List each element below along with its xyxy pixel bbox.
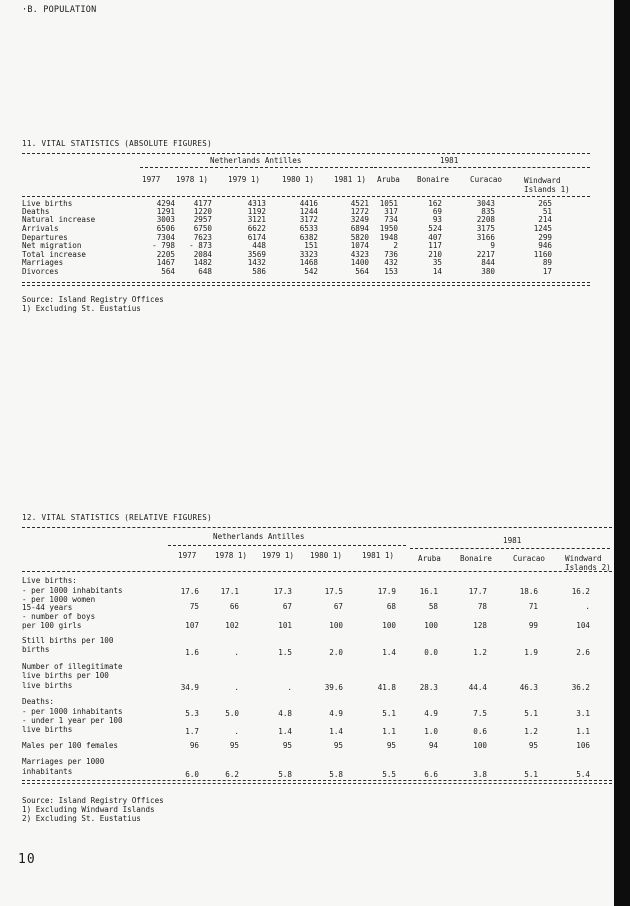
- t2-cell: 96: [189, 741, 199, 750]
- t2-row-label: live births: [22, 725, 73, 734]
- t1-col-header: 1980 1): [282, 175, 315, 184]
- t2-cell: 71: [528, 602, 538, 611]
- t1-rule-group-1981: [374, 167, 590, 168]
- t1-cell: 1220: [193, 207, 212, 216]
- t2-cell: 101: [278, 621, 292, 630]
- t2-cell: 68: [386, 602, 396, 611]
- t2-cell: 58: [428, 602, 438, 611]
- t1-footnote: 1) Excluding St. Eustatius: [22, 304, 141, 313]
- t1-col-header: Windward: [524, 176, 561, 185]
- t1-cell: 1291: [156, 207, 175, 216]
- t1-cell: 7304: [156, 233, 175, 242]
- t1-cell: 1468: [299, 258, 318, 267]
- t2-cell: 1.5: [278, 648, 292, 657]
- t1-col-header: 1979 1): [228, 175, 261, 184]
- t1-cell: 734: [384, 215, 398, 224]
- t2-group-na: Netherlands Antilles: [213, 532, 305, 541]
- t1-cell: 1948: [379, 233, 398, 242]
- t2-col-header: Curacao: [513, 554, 546, 563]
- t1-cell: 1074: [350, 241, 369, 250]
- table-11-title: 11. VITAL STATISTICS (ABSOLUTE FIGURES): [22, 139, 213, 148]
- t2-cell: 95: [282, 741, 292, 750]
- t2-cell: 1.7: [185, 727, 199, 736]
- t2-rule-group-1981: [410, 548, 610, 549]
- t1-cell: 448: [252, 241, 266, 250]
- t1-cell: 2205: [156, 250, 175, 259]
- t1-cell: 3003: [156, 215, 175, 224]
- t2-cell: 1.4: [278, 727, 292, 736]
- t1-cell: 1467: [156, 258, 175, 267]
- t1-cell: 1272: [350, 207, 369, 216]
- t2-col-header: 1981 1): [362, 551, 395, 560]
- t1-cell: - 798: [152, 241, 175, 250]
- t2-cell: .: [234, 683, 239, 692]
- t2-rule-head: [22, 571, 612, 572]
- t2-cell: 5.4: [576, 770, 590, 779]
- t1-cell: 117: [428, 241, 442, 250]
- t1-cell: 2957: [193, 215, 212, 224]
- t1-cell: 4323: [350, 250, 369, 259]
- t1-cell: 9: [490, 241, 495, 250]
- t1-cell: 1244: [299, 207, 318, 216]
- t1-cell: 736: [384, 250, 398, 259]
- t1-cell: 1950: [379, 224, 398, 233]
- t1-cell: 648: [198, 267, 212, 276]
- t2-cell: 18.6: [519, 587, 538, 596]
- t2-cell: 1.2: [524, 727, 538, 736]
- t1-row-label: Total increase: [22, 250, 87, 259]
- t1-cell: 4177: [193, 199, 212, 208]
- t2-footnote-2: 2) Excluding St. Eustatius: [22, 814, 141, 823]
- t1-cell: 844: [481, 258, 495, 267]
- t2-cell: 1.4: [329, 727, 343, 736]
- t2-row-label: - per 1000 inhabitants: [22, 586, 123, 595]
- t1-cell: 946: [538, 241, 552, 250]
- t1-group-1981: 1981: [440, 156, 459, 165]
- t2-cell: 16.2: [571, 587, 590, 596]
- t1-cell: 524: [428, 224, 442, 233]
- t2-cell: 67: [282, 602, 292, 611]
- t1-cell: 93: [432, 215, 442, 224]
- t2-col-header: Bonaire: [460, 554, 493, 563]
- t1-row-label: Arrivals: [22, 224, 59, 233]
- t2-row-label: 15-44 years: [22, 603, 73, 612]
- t1-cell: 6174: [247, 233, 266, 242]
- t1-cell: 380: [481, 267, 495, 276]
- t2-row-label: - per 1000 inhabitants: [22, 707, 123, 716]
- t2-cell: 39.6: [324, 683, 343, 692]
- t2-cell: 36.2: [571, 683, 590, 692]
- t2-cell: 94: [428, 741, 438, 750]
- t2-cell: 5.0: [225, 709, 239, 718]
- t2-cell: 46.3: [519, 683, 538, 692]
- t1-row-label: Natural increase: [22, 215, 96, 224]
- table-12-title: 12. VITAL STATISTICS (RELATIVE FIGURES): [22, 513, 213, 522]
- t2-cell: 95: [528, 741, 538, 750]
- t1-cell: 51: [542, 207, 552, 216]
- t2-cell: .: [287, 683, 292, 692]
- t1-row-label: Departures: [22, 233, 68, 242]
- t1-row-label: Deaths: [22, 207, 50, 216]
- section-header: ·B. POPULATION: [22, 5, 97, 15]
- t2-col-header: 1978 1): [215, 551, 248, 560]
- t2-source: Source: Island Registry Offices: [22, 796, 164, 805]
- t1-cell: 3569: [247, 250, 266, 259]
- t1-cell: 6894: [350, 224, 369, 233]
- t1-cell: 4313: [247, 199, 266, 208]
- t2-cell: 95: [386, 741, 396, 750]
- t2-row-label: live births per 100: [22, 671, 109, 680]
- t2-cell: 17.5: [324, 587, 343, 596]
- t1-cell: 3249: [350, 215, 369, 224]
- t2-cell: 5.8: [329, 770, 343, 779]
- t1-cell: 1432: [247, 258, 266, 267]
- t1-cell: 3043: [476, 199, 495, 208]
- t1-col-header: Curacao: [470, 175, 503, 184]
- t2-cell: 100: [329, 621, 343, 630]
- t2-cell: 6.6: [424, 770, 438, 779]
- t1-row-label: Net migration: [22, 241, 82, 250]
- t2-cell: 95: [229, 741, 239, 750]
- t1-cell: - 873: [189, 241, 212, 250]
- t1-cell: 2084: [193, 250, 212, 259]
- table-11-rule-top: [22, 153, 590, 154]
- t2-rule-group-na: [168, 545, 406, 546]
- t1-cell: 1482: [193, 258, 212, 267]
- t1-cell: 564: [161, 267, 175, 276]
- t2-col-header: Islands 2): [565, 563, 611, 572]
- t2-cell: 1.1: [576, 727, 590, 736]
- t2-cell: .: [234, 648, 239, 657]
- t1-cell: 317: [384, 207, 398, 216]
- t2-rule-bottom: [22, 780, 612, 784]
- t2-cell: 4.8: [278, 709, 292, 718]
- t1-cell: 214: [538, 215, 552, 224]
- t2-cell: 5.8: [278, 770, 292, 779]
- t2-row-label: Males per 100 females: [22, 741, 119, 750]
- t2-cell: 5.1: [382, 709, 396, 718]
- t1-cell: 542: [304, 267, 318, 276]
- t2-col-header: 1979 1): [262, 551, 295, 560]
- t2-cell: 128: [473, 621, 487, 630]
- t2-cell: 28.3: [419, 683, 438, 692]
- t2-row-label: per 100 girls: [22, 621, 82, 630]
- t1-cell: 35: [432, 258, 442, 267]
- t1-cell: 1160: [533, 250, 552, 259]
- t2-col-header: Windward: [565, 554, 602, 563]
- t2-cell: 4.9: [329, 709, 343, 718]
- t1-col-header: 1977: [142, 175, 161, 184]
- t2-cell: 17.7: [468, 587, 487, 596]
- t1-cell: 151: [304, 241, 318, 250]
- t1-cell: 2: [393, 241, 398, 250]
- t1-row-label: Marriages: [22, 258, 64, 267]
- t2-row-label: Live births:: [22, 576, 77, 585]
- t1-cell: 586: [252, 267, 266, 276]
- t1-col-header: 1981 1): [334, 175, 367, 184]
- t2-cell: 17.3: [273, 587, 292, 596]
- t2-cell: 17.9: [377, 587, 396, 596]
- t1-cell: 3121: [247, 215, 266, 224]
- t1-cell: 3172: [299, 215, 318, 224]
- t2-cell: 106: [576, 741, 590, 750]
- t1-col-header: 1978 1): [176, 175, 209, 184]
- t1-cell: 6382: [299, 233, 318, 242]
- t2-cell: 1.9: [524, 648, 538, 657]
- t1-cell: 407: [428, 233, 442, 242]
- t2-cell: 2.6: [576, 648, 590, 657]
- t2-cell: 5.1: [524, 770, 538, 779]
- t1-cell: 162: [428, 199, 442, 208]
- t2-cell: 6.2: [225, 770, 239, 779]
- t2-row-label: - per 1000 women: [22, 595, 96, 604]
- t1-cell: 1192: [247, 207, 266, 216]
- t2-cell: 95: [333, 741, 343, 750]
- t2-cell: 34.9: [180, 683, 199, 692]
- t1-cell: 1245: [533, 224, 552, 233]
- t2-cell: 44.4: [468, 683, 487, 692]
- t2-cell: 2.0: [329, 648, 343, 657]
- t1-cell: 299: [538, 233, 552, 242]
- t1-cell: 3166: [476, 233, 495, 242]
- t1-group-na: Netherlands Antilles: [210, 156, 302, 165]
- t2-cell: 5.3: [185, 709, 199, 718]
- t2-cell: 102: [225, 621, 239, 630]
- t2-cell: 100: [473, 741, 487, 750]
- t2-row-label: births: [22, 645, 50, 654]
- t1-col-header: Islands 1): [524, 185, 570, 194]
- t1-cell: 3175: [476, 224, 495, 233]
- page-number: 10: [18, 852, 36, 867]
- t2-cell: 3.8: [473, 770, 487, 779]
- t1-col-header: Aruba: [377, 175, 400, 184]
- table-12-rule-top: [22, 527, 612, 528]
- t2-cell: 66: [229, 602, 239, 611]
- t2-cell: 1.0: [424, 727, 438, 736]
- t1-cell: 4416: [299, 199, 318, 208]
- t2-row-label: Deaths:: [22, 697, 55, 706]
- t1-cell: 564: [355, 267, 369, 276]
- t2-cell: 17.6: [180, 587, 199, 596]
- t1-cell: 265: [538, 199, 552, 208]
- t2-row-label: - number of boys: [22, 612, 96, 621]
- t1-cell: 2217: [476, 250, 495, 259]
- t2-row-label: Number of illegitimate: [22, 662, 123, 671]
- t2-cell: 75: [189, 602, 199, 611]
- t2-row-label: inhabitants: [22, 767, 73, 776]
- t2-cell: 0.6: [473, 727, 487, 736]
- t1-cell: 17: [542, 267, 552, 276]
- t2-cell: 100: [424, 621, 438, 630]
- t2-col-header: 1980 1): [310, 551, 343, 560]
- t2-footnote-1: 1) Excluding Windward Islands: [22, 805, 155, 814]
- t2-row-label: Still births per 100: [22, 636, 114, 645]
- t2-cell: 16.1: [419, 587, 438, 596]
- t2-cell: 1.2: [473, 648, 487, 657]
- t1-cell: 432: [384, 258, 398, 267]
- t1-cell: 4294: [156, 199, 175, 208]
- t1-cell: 3323: [299, 250, 318, 259]
- t2-cell: 7.5: [473, 709, 487, 718]
- t1-row-label: Live births: [22, 199, 73, 208]
- t1-cell: 6533: [299, 224, 318, 233]
- t1-cell: 6506: [156, 224, 175, 233]
- t1-rule-head: [22, 196, 590, 197]
- t2-cell: 67: [333, 602, 343, 611]
- t2-cell: 104: [576, 621, 590, 630]
- t2-cell: 100: [382, 621, 396, 630]
- t2-cell: 4.9: [424, 709, 438, 718]
- t2-row-label: - under 1 year per 100: [22, 716, 123, 725]
- t2-cell: .: [234, 727, 239, 736]
- t2-group-1981: 1981: [503, 536, 522, 545]
- t2-cell: 107: [185, 621, 199, 630]
- t2-cell: .: [585, 602, 590, 611]
- t2-cell: 0.0: [424, 648, 438, 657]
- t1-cell: 14: [432, 267, 442, 276]
- t2-cell: 41.8: [377, 683, 396, 692]
- t1-cell: 7623: [193, 233, 212, 242]
- t2-cell: 17.1: [220, 587, 239, 596]
- t2-cell: 3.1: [576, 709, 590, 718]
- t2-cell: 99: [528, 621, 538, 630]
- t1-cell: 4521: [350, 199, 369, 208]
- scan-binding-edge: [614, 0, 630, 906]
- t1-cell: 835: [481, 207, 495, 216]
- t1-cell: 1400: [350, 258, 369, 267]
- t2-cell: 6.0: [185, 770, 199, 779]
- t1-rule-group-na: [140, 167, 373, 168]
- t1-row-label: Divorces: [22, 267, 59, 276]
- t2-cell: 1.4: [382, 648, 396, 657]
- t2-row-label: live births: [22, 681, 73, 690]
- t2-cell: 78: [477, 602, 487, 611]
- t1-cell: 210: [428, 250, 442, 259]
- t1-cell: 2208: [476, 215, 495, 224]
- t1-cell: 5820: [350, 233, 369, 242]
- t1-cell: 89: [542, 258, 552, 267]
- t2-col-header: Aruba: [418, 554, 441, 563]
- t2-cell: 5.1: [524, 709, 538, 718]
- t1-source: Source: Island Registry Offices: [22, 295, 164, 304]
- t1-cell: 69: [432, 207, 442, 216]
- t1-rule-bottom: [22, 282, 590, 286]
- t1-cell: 1051: [379, 199, 398, 208]
- t2-cell: 1.6: [185, 648, 199, 657]
- t1-cell: 6622: [247, 224, 266, 233]
- t2-cell: 1.1: [382, 727, 396, 736]
- t2-row-label: Marriages per 1000: [22, 757, 105, 766]
- t2-col-header: 1977: [178, 551, 197, 560]
- t2-cell: 5.5: [382, 770, 396, 779]
- t1-cell: 153: [384, 267, 398, 276]
- t1-col-header: Bonaire: [417, 175, 450, 184]
- t1-cell: 6750: [193, 224, 212, 233]
